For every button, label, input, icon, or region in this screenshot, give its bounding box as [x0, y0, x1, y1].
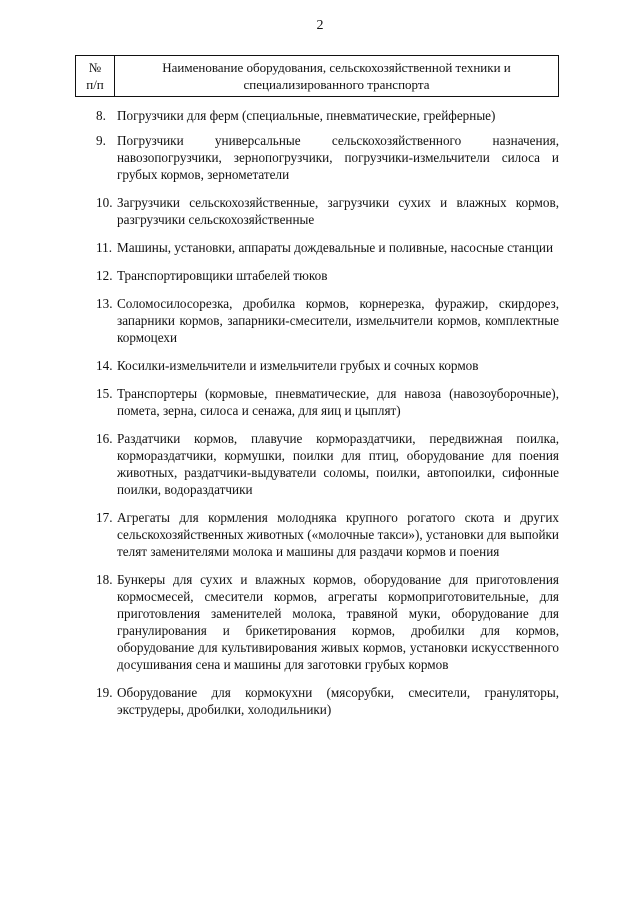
item-text: Погрузчики для ферм (специальные, пневматические, грейферные) [117, 108, 496, 123]
list-item [96, 107, 559, 124]
list-item [96, 267, 559, 284]
header-name-cell [115, 56, 559, 97]
item-text: Транспортеры (кормовые, пневматические, для навоза (навозоуборочные), помета, зерна, силоса и сенажа, для яиц и цыплят) [117, 386, 559, 418]
item-text: Оборудование для кормокухни (мясорубки, смесители, грануляторы, экструдеры, дробилки, холодильники) [117, 685, 559, 717]
list-item [96, 430, 559, 498]
list-item [96, 295, 559, 346]
item-number: 11. [96, 240, 112, 255]
item-text: Транспортировщики штабелей тюков [117, 268, 328, 283]
list-item [96, 357, 559, 374]
header-number-cell [76, 56, 115, 97]
item-number: 10. [96, 195, 113, 210]
item-number: 12. [96, 268, 113, 283]
item-number: 9. [96, 133, 106, 148]
item-number: 16. [96, 431, 113, 446]
header-row [76, 56, 559, 97]
item-number: 13. [96, 296, 113, 311]
item-text: Погрузчики универсальные сельскохозяйственного назначения, навозопогрузчики, зернопогрузчики, погрузчики-измельчители силоса и грубых кормов, зернометатели [117, 133, 559, 182]
item-text: Агрегаты для кормления молодняка крупного рогатого скота и других сельскохозяйственных животных («молочные такси»), установки для выпойки телят заменителями молока и машины для раздачи кормов и поения [117, 510, 559, 559]
table-header [75, 55, 559, 97]
list-item [96, 385, 559, 419]
header-name-label: Наименование оборудования, сельскохозяйственной техники и специализированного транспорта [162, 60, 511, 92]
list-item [96, 132, 559, 183]
header-number-label: № п/п [86, 60, 104, 92]
list-item [96, 239, 559, 256]
list-item [96, 509, 559, 560]
item-number: 15. [96, 386, 113, 401]
item-text: Машины, установки, аппараты дождевальные и поливные, насосные станции [117, 240, 553, 255]
item-text: Раздатчики кормов, плавучие кормораздатчики, передвижная поилка, кормораздатчики, кормушки, поилки для птиц, оборудование для поения животных, раздатчики-выдуватели соломы, поилки, автопоилки, сифонные поилки, водораздатчики [117, 431, 559, 497]
item-number: 18. [96, 572, 113, 587]
page-number: 2 [316, 18, 324, 33]
list-item [96, 571, 559, 673]
item-number: 14. [96, 358, 113, 373]
item-text: Бункеры для сухих и влажных кормов, оборудование для приготовления кормосмесей, смесители кормов, агрегаты кормоприготовительные, для приготовления заменителей молока, травяной муки, оборудование для гранулирования и брикетирования кормов, дробилки для кормов, оборудование для культивирования живых кормов, установки искусственного досушивания сена и машины для заготовки грубых кормов [117, 572, 559, 672]
item-number: 17. [96, 510, 113, 525]
item-text: Косилки-измельчители и измельчители грубых и сочных кормов [117, 358, 479, 373]
list-item [96, 194, 559, 228]
list-item [96, 684, 559, 718]
equipment-list [96, 107, 559, 729]
item-text: Соломосилосорезка, дробилка кормов, корнерезка, фуражир, скирдорез, запарники кормов, запарники-смесители, измельчители кормов, комплектные кормоцехи [117, 296, 559, 345]
item-number: 8. [96, 108, 106, 123]
item-text: Загрузчики сельскохозяйственные, загрузчики сухих и влажных кормов, разгрузчики сельскохозяйственные [117, 195, 559, 227]
item-number: 19. [96, 685, 113, 700]
